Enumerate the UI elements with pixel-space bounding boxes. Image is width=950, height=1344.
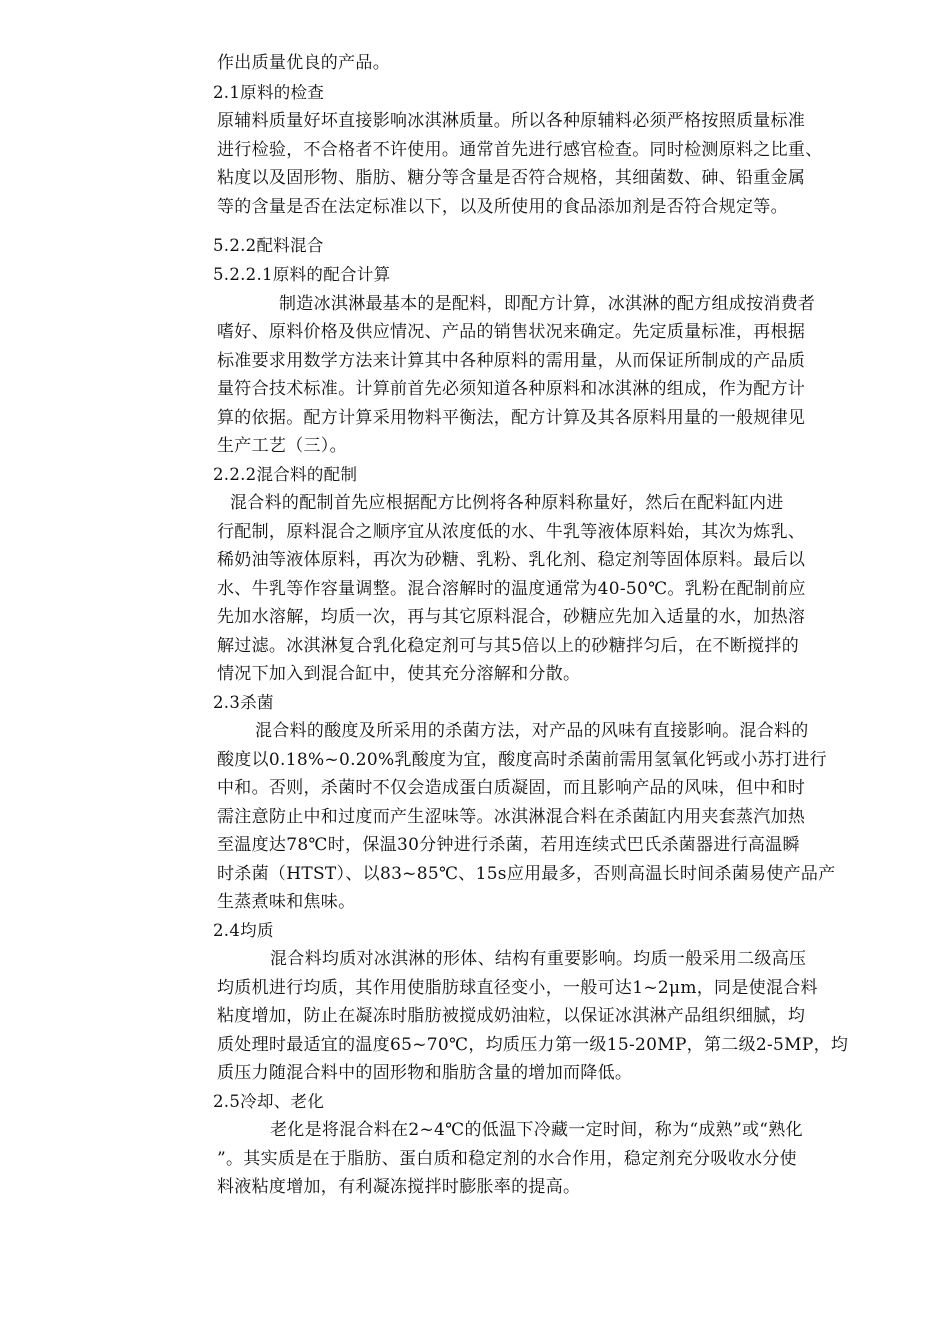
text-line: 时杀菌（HTST）、以83~85℃、15s应用最多，否则高温长时间杀菌易使产品产 [217,864,836,884]
text-line: 质压力随混合料中的固形物和脂肪含量的增加而降低。 [217,1063,633,1083]
text-line: 算的依据。配方计算采用物料平衡法，配方计算及其各原料用量的一般规律见 [217,408,806,428]
text-line: 稀奶油等液体原料，再次为砂糖、乳粉、乳化剂、稳定剂等固体原料。最后以 [217,550,806,570]
text-line: 中和。否则，杀菌时不仅会造成蛋白质凝固，而且影响产品的风味，但中和时 [217,778,806,798]
text-line: 行配制，原料混合之顺序宜从浓度低的水、牛乳等液体原料始，其次为炼乳、 [217,522,806,542]
section-heading: 2.2.2混合料的配制 [213,465,358,484]
text-line: 混合料均质对冰淇淋的形体、结构有重要影响。均质一般采用二级高压 [270,949,807,969]
text-line: 标准要求用数学方法来计算其中各种原料的需用量，从而保证所制成的产品质 [217,351,806,371]
text-line: 均质机进行均质，其作用使脂肪球直径变小，一般可达1~2μm，同是使混合料 [217,978,818,998]
text-line: 进行检验，不合格者不许使用。通常首先进行感官检查。同时检测原料之比重、 [217,140,823,160]
text-line: 原辅料质量好坏直接影响冰淇淋质量。所以各种原辅料必须严格按照质量标准 [217,111,806,131]
text-line: 量符合技术标准。计算前首先必须知道各种原料和冰淇淋的组成，作为配方计 [217,379,806,399]
text-line: 生产工艺（三）。 [217,436,347,456]
text-line: 需注意防止中和过度而产生涩味等。冰淇淋混合料在杀菌缸内用夹套蒸汽加热 [217,807,806,827]
text-line: 老化是将混合料在2~4℃的低温下冷藏一定时间，称为“成熟”或“熟化 [270,1120,803,1140]
text-line: 至温度达78℃时，保温30分钟进行杀菌，若用连续式巴氏杀菌器进行高温瞬 [217,835,800,855]
text-line: 制造冰淇淋最基本的是配料，即配方计算，冰淇淋的配方组成按消费者 [279,294,816,314]
text-line: 质处理时最适宜的温度65~70℃，均质压力第一级15-20MP，第二级2-5MP，均 [217,1035,849,1055]
section-heading: 5.2.2.1原料的配合计算 [213,265,391,284]
text-line: 解过滤。冰淇淋复合乳化稳定剂可与其5倍以上的砂糖拌匀后，在不断搅拌的 [217,636,800,656]
section-heading: 2.4均质 [213,921,274,940]
section-heading: 2.5冷却、老化 [213,1092,325,1111]
section-heading: 2.1原料的检查 [213,83,325,102]
text-line: 混合料的酸度及所采用的杀菌方法，对产品的风味有直接影响。混合料的 [255,721,809,741]
text-line: 水、牛乳等作容量调整。混合溶解时的温度通常为40-50℃。乳粉在配制前应 [217,579,806,599]
text-line: 粘度增加，防止在凝冻时脂肪被搅成奶油粒，以保证冰淇淋产品组织细腻，均 [217,1006,806,1026]
text-line: 等的含量是否在法定标准以下，以及所使用的食品添加剂是否符合规定等。 [217,197,788,217]
section-heading: 2.3杀菌 [213,693,274,712]
section-heading: 5.2.2配料混合 [213,236,324,255]
text-line: 先加水溶解，均质一次，再与其它原料混合，砂糖应先加入适量的水，加热溶 [217,607,806,627]
text-line: 料液粘度增加，有利凝冻搅拌时膨胀率的提高。 [217,1177,581,1197]
text-line: 情况下加入到混合缸中，使其充分溶解和分散。 [217,664,581,684]
text-line: 混合料的配制首先应根据配方比例将各种原料称量好，然后在配料缸内进 [230,493,784,513]
text-line: 作出质量优良的产品。 [217,53,390,73]
text-line: 生蒸煮味和焦味。 [217,892,356,912]
text-line: 粘度以及固形物、脂肪、糖分等含量是否符合规格，其细菌数、砷、铅重金属 [217,168,806,188]
text-line: 酸度以0.18%~0.20%乳酸度为宜，酸度高时杀菌前需用氢氧化钙或小苏打进行 [217,750,827,770]
text-line: ”。其实质是在于脂肪、蛋白质和稳定剂的水合作用，稳定剂充分吸收水分使 [217,1149,797,1169]
text-line: 嗜好、原料价格及供应情况、产品的销售状况来确定。先定质量标准，再根据 [217,322,806,342]
